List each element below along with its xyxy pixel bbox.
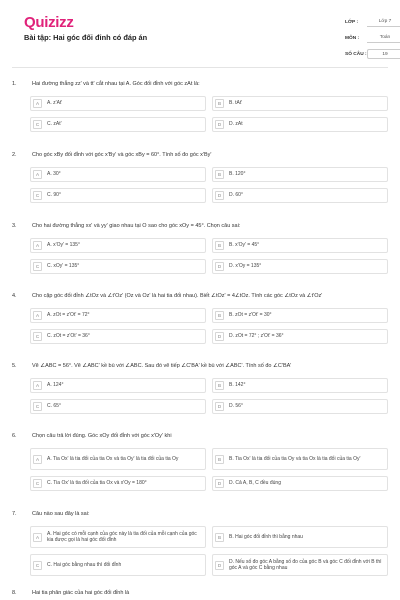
option-c[interactable] (30, 188, 206, 203)
option-letter: A (33, 455, 42, 464)
question-2 (12, 151, 388, 203)
option-text: A. Tia Ox' là tia đối của tia Ox và tia Oy' là tia đối của tia Oy (47, 455, 179, 462)
question-text: Cho cặp góc đối đỉnh ∠tOz và ∠t'Oz' (Oz và Oz' là hai tia đối nhau). Biết ∠tOz' = 4∠tOz. Tính các góc ∠tOz và ∠t'Oz' (32, 293, 323, 299)
option-a[interactable] (30, 526, 206, 548)
option-letter: D (215, 120, 224, 129)
option-letter: D (215, 262, 224, 271)
option-text: D. 56° (229, 403, 243, 410)
option-b[interactable] (212, 96, 388, 111)
quizizz-logo[interactable]: Quizizz (24, 14, 74, 31)
option-c[interactable] (30, 259, 206, 274)
question-text: Cho góc xBy đối đỉnh với góc x'By' và góc xBy = 60°. Tính số đo góc x'By' (32, 152, 212, 158)
meta-label: MÔN : (345, 35, 360, 41)
option-letter: A (33, 241, 42, 250)
question-4 (12, 292, 388, 344)
answer-options (30, 238, 388, 274)
option-text: C. Tia Ox' là tia đối của tia Ox và x'Oy = 180° (47, 480, 147, 487)
question-number: 3. (12, 223, 17, 229)
option-letter: B (215, 381, 224, 390)
option-c[interactable] (30, 554, 206, 576)
option-a[interactable] (30, 96, 206, 111)
page-title: Bài tập: Hai góc đối đỉnh có đáp án (24, 33, 148, 42)
option-text: B. zOt = z'Ot' = 30° (229, 312, 272, 319)
option-text: A. zOt = z'Ot' = 72° (47, 312, 90, 319)
option-text: D. zAt (229, 121, 243, 128)
option-text: B. Hai góc đối đỉnh thì bằng nhau (229, 533, 303, 540)
option-text: A. 30° (47, 171, 61, 178)
option-d[interactable] (212, 476, 388, 491)
option-letter: A (33, 99, 42, 108)
option-letter: B (215, 241, 224, 250)
option-letter: C (33, 191, 42, 200)
option-c[interactable] (30, 476, 206, 491)
answer-options (30, 448, 388, 491)
question-text: Cho hai đường thẳng xx' và yy' giao nhau tại O sao cho góc xOy = 45°. Chọn câu sai: (32, 223, 241, 229)
option-b[interactable] (212, 526, 388, 548)
option-c[interactable] (30, 329, 206, 344)
option-letter: B (215, 533, 224, 542)
option-text: B. 142° (229, 382, 246, 389)
option-text: A. x'Oy' = 135° (47, 242, 80, 249)
option-a[interactable] (30, 308, 206, 323)
option-b[interactable] (212, 238, 388, 253)
option-b[interactable] (212, 378, 388, 393)
option-text: D. Cả A, B, C đều đúng (229, 480, 281, 487)
option-d[interactable] (212, 329, 388, 344)
option-letter: A (33, 533, 42, 542)
option-letter: B (215, 455, 224, 464)
option-letter: D (215, 191, 224, 200)
option-text: D. x'Oy = 135° (229, 263, 262, 270)
option-b[interactable] (212, 167, 388, 182)
answer-options (30, 378, 388, 414)
option-text: A. 124° (47, 382, 64, 389)
option-letter: D (215, 561, 224, 570)
option-letter: C (33, 332, 42, 341)
option-text: D. 60° (229, 192, 243, 199)
option-text: B. Tia Ox' là tia đối của tia Oy và tia Ox là tia đối của tia Oy' (229, 455, 361, 462)
meta-label: SỐ CÂU : (345, 51, 367, 57)
option-letter: D (215, 332, 224, 341)
meta-info (345, 16, 400, 64)
option-text: B. x'Oy' = 45° (229, 242, 260, 249)
question-number: 6. (12, 433, 17, 439)
question-text: Vẽ ∠ABC = 56°. Vẽ ∠ABC' kề bù với ∠ABC. Sau đó vẽ tiếp ∠C'BA' kề bù với ∠ABC'. Tính số đo ∠C'BA' (32, 363, 292, 369)
option-letter: A (33, 311, 42, 320)
option-text: A. z'At' (47, 100, 63, 107)
answer-options (30, 526, 388, 576)
option-a[interactable] (30, 167, 206, 182)
option-text: C. zAt' (47, 121, 62, 128)
option-letter: C (33, 561, 42, 570)
option-text: B. 120° (229, 171, 246, 178)
option-d[interactable] (212, 399, 388, 414)
option-text: C. 90° (47, 192, 61, 199)
option-a[interactable] (30, 448, 206, 470)
option-letter: D (215, 402, 224, 411)
option-text: D. Nếu số đo góc A bằng số đo của góc B và góc C đối đỉnh với B thì góc A và góc C bằng nhau (229, 558, 382, 571)
question-text: Hai đường thẳng zz' và tt' cắt nhau tại A. Góc đối đỉnh với góc zAt là: (32, 81, 200, 87)
option-letter: C (33, 120, 42, 129)
option-letter: B (215, 170, 224, 179)
question-number: 4. (12, 293, 17, 299)
option-letter: C (33, 402, 42, 411)
option-c[interactable] (30, 399, 206, 414)
option-c[interactable] (30, 117, 206, 132)
option-letter: B (215, 311, 224, 320)
option-b[interactable] (212, 308, 388, 323)
option-letter: D (215, 479, 224, 488)
question-8 (12, 589, 388, 597)
question-6 (12, 432, 388, 491)
answer-options (30, 96, 388, 132)
option-a[interactable] (30, 378, 206, 393)
question-number: 5. (12, 363, 17, 369)
option-text: C. Hai góc bằng nhau thì đối đỉnh (47, 561, 122, 568)
option-d[interactable] (212, 259, 388, 274)
question-text: Hai tia phân giác của hai góc đối đỉnh là (32, 590, 130, 596)
option-a[interactable] (30, 238, 206, 253)
question-number: 1. (12, 81, 17, 87)
question-number: 7. (12, 511, 17, 517)
question-5 (12, 362, 388, 414)
question-7 (12, 510, 388, 576)
meta-value: Lớp 7 (367, 17, 400, 27)
meta-value: Toán (367, 33, 400, 43)
meta-value: 19 (367, 49, 400, 59)
meta-count-row (345, 48, 400, 60)
option-text: D. zOt = 72° ; z'Ot' = 36° (229, 333, 284, 340)
option-text: B. tAt' (229, 100, 243, 107)
option-letter: A (33, 170, 42, 179)
option-letter: A (33, 381, 42, 390)
worksheet-header (12, 0, 392, 68)
question-3 (12, 222, 388, 274)
option-d[interactable] (212, 188, 388, 203)
option-b[interactable] (212, 448, 388, 470)
question-1 (12, 80, 388, 132)
option-text: A. Hai góc có mỗi cạnh của góc này là tia đối của mỗi cạnh của góc kia được gọi là hai góc đối đỉnh (47, 530, 197, 543)
option-letter: C (33, 262, 42, 271)
option-text: C. zOt = z'Ot' = 36° (47, 333, 90, 340)
meta-label: LỚP : (345, 19, 359, 25)
option-text: C. xOy' = 135° (47, 263, 80, 270)
option-letter: C (33, 479, 42, 488)
option-d[interactable] (212, 554, 388, 576)
question-number: 2. (12, 152, 17, 158)
option-d[interactable] (212, 117, 388, 132)
answer-options (30, 308, 388, 344)
option-letter: B (215, 99, 224, 108)
option-text: C. 65° (47, 403, 61, 410)
meta-class-row (345, 16, 400, 28)
answer-options (30, 167, 388, 203)
question-text: Câu nào sau đây là sai: (32, 511, 90, 517)
question-text: Chọn câu trả lời đúng. Góc xOy đối đỉnh với góc x'Oy' khi (32, 433, 172, 439)
question-number: 8. (12, 590, 17, 596)
meta-subject-row (345, 32, 400, 44)
